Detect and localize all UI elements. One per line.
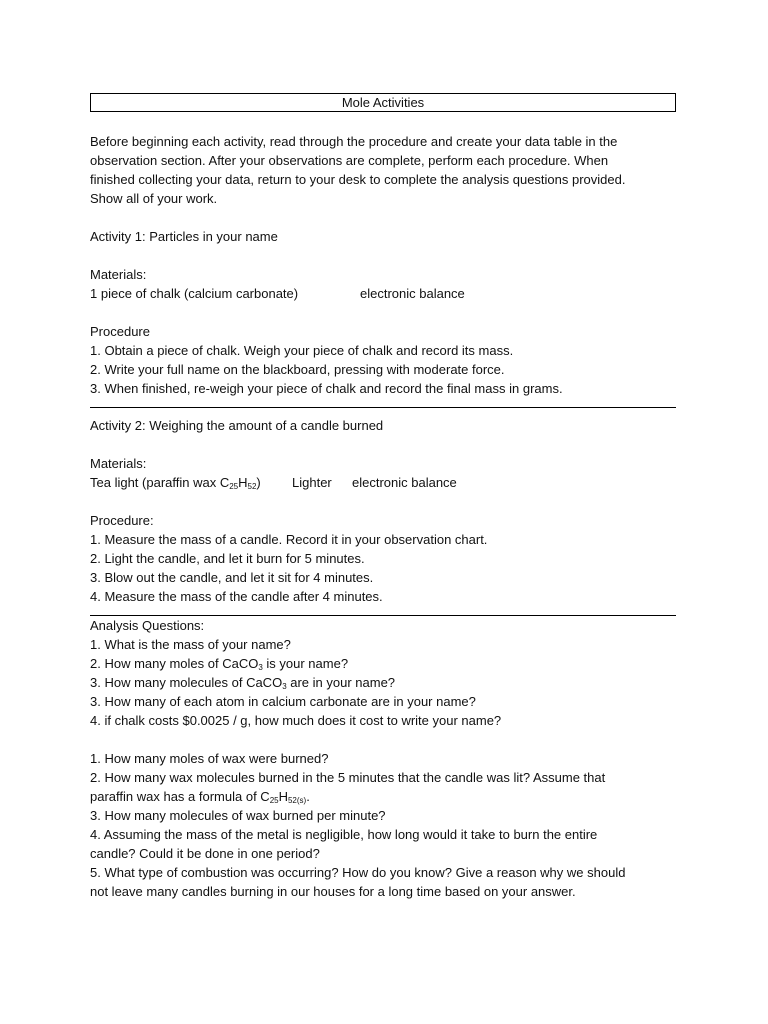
analysis-question-continuation: not leave many candles burning in our houses for a long time based on your answer. (90, 884, 576, 899)
activity2-step: 2. Light the candle, and let it burn for 5 minutes. (90, 551, 365, 566)
analysis-question-continuation: paraffin wax has a formula of $C_{25}H_{52(s)}$. (90, 789, 310, 805)
activity1-step: 3. When finished, re-weigh your piece of chalk and record the final mass in grams. (90, 381, 563, 396)
analysis-question: 4. if chalk costs $0.0025 / g, how much does it cost to write your name? (90, 713, 502, 728)
material-balance: electronic balance (352, 475, 457, 490)
material-tea-light: Tea light (paraffin wax $C_{25}H_{52}$) (90, 475, 261, 491)
analysis-question: 1. What is the mass of your name? (90, 637, 291, 652)
activity2-procedure-label: Procedure: (90, 513, 154, 528)
material-lighter: Lighter (292, 475, 332, 490)
section-divider (90, 407, 676, 408)
analysis-question: 3. How many of each atom in calcium carbonate are in your name? (90, 694, 476, 709)
material-chalk: 1 piece of chalk (calcium carbonate) (90, 286, 299, 301)
intro-line: Before beginning each activity, read through the procedure and create your data table in the (90, 134, 618, 149)
activity2-step: 4. Measure the mass of the candle after 4 minutes. (90, 589, 383, 604)
activity2-materials (90, 473, 680, 492)
intro-line: Show all of your work. (90, 191, 218, 206)
analysis-question: 1. How many moles of wax were burned? (90, 751, 329, 766)
material-balance: electronic balance (360, 286, 465, 301)
analysis-question-continuation: candle? Could it be done in one period? (90, 846, 320, 861)
activity2-step: 1. Measure the mass of a candle. Record it in your observation chart. (90, 532, 488, 547)
intro-line: finished collecting your data, return to your desk to complete the analysis questions provided. (90, 172, 626, 187)
document-body (90, 132, 680, 901)
analysis-question: 2. How many moles of CaCO$_3$ is your name? (90, 656, 349, 672)
analysis-question: 3. How many molecules of CaCO$_3$ are in your name? (90, 675, 396, 691)
activity1-heading: Activity 1: Particles in your name (90, 229, 278, 244)
analysis-question: 2. How many wax molecules burned in the 5 minutes that the candle was lit? Assume that (90, 770, 606, 785)
analysis-question: 5. What type of combustion was occurring? How do you know? Give a reason why we should (90, 865, 626, 880)
activity2-materials-label: Materials: (90, 456, 147, 471)
activity2-heading: Activity 2: Weighing the amount of a candle burned (90, 418, 384, 433)
intro-line: observation section. After your observations are complete, perform each procedure. When (90, 153, 609, 168)
activity1-procedure-label: Procedure (90, 324, 150, 339)
activity1-step: 1. Obtain a piece of chalk. Weigh your piece of chalk and record its mass. (90, 343, 514, 358)
activity2-step: 3. Blow out the candle, and let it sit for 4 minutes. (90, 570, 374, 585)
activity1-step: 2. Write your full name on the blackboard, pressing with moderate force. (90, 362, 505, 377)
analysis-heading: Analysis Questions: (90, 618, 205, 633)
activity1-materials-label: Materials: (90, 267, 147, 282)
document-title: Mole Activities (90, 93, 676, 112)
intro-paragraph (90, 132, 680, 208)
activity1-materials (90, 284, 680, 303)
analysis-question: 3. How many molecules of wax burned per minute? (90, 808, 386, 823)
analysis-question: 4. Assuming the mass of the metal is negligible, how long would it take to burn the entire (90, 827, 598, 842)
